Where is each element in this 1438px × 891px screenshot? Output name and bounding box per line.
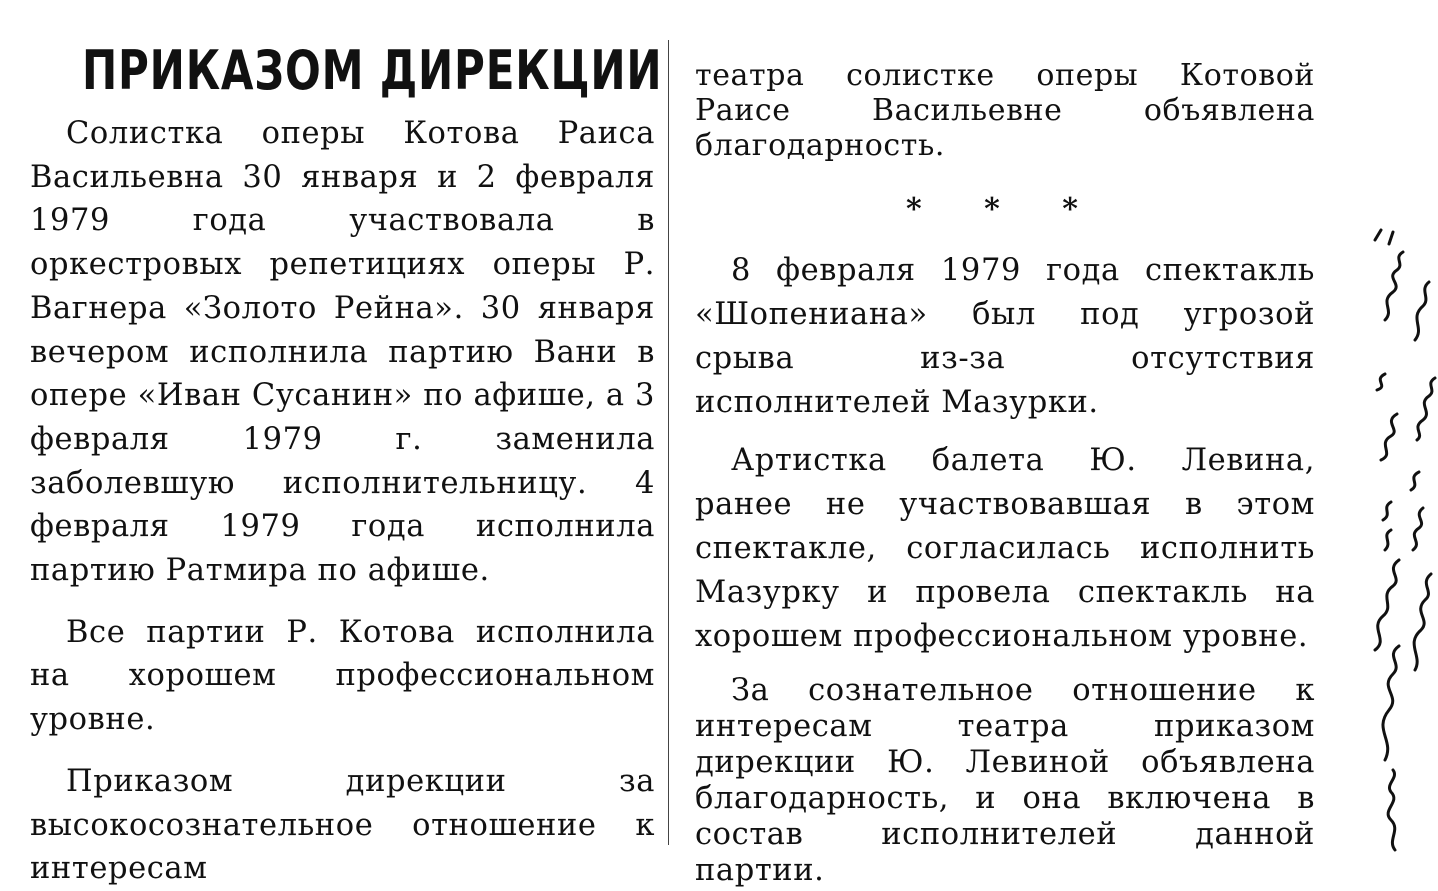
article-paragraph: Приказом дирекции за высокосознательное отношение к интересам: [30, 763, 655, 887]
right-column: [695, 58, 1315, 889]
section-separator: * * *: [906, 192, 1104, 227]
article-paragraph: Все партии Р. Котова исполнила на хорошем профессиональном уровне.: [30, 614, 655, 738]
left-column: [30, 30, 663, 891]
article-paragraph: 8 февраля 1979 года спектакль «Шопениана» был под угрозой срыва из-за отсутствия исполнителей Мазурки.: [695, 253, 1315, 420]
handwritten-margin-note: [1355, 220, 1438, 860]
column-divider: [668, 40, 669, 845]
article-paragraph-continued: театра солистке оперы Котовой Раисе Васильевне объявлена благодарность.: [695, 58, 1315, 163]
article-paragraph: Артистка балета Ю. Левина, ранее не участвовавшая в этом спектакле, согласилась исполнить Мазурку и провела спектакль на хорошем профессиональном уровне.: [695, 443, 1315, 654]
article-paragraph: Солистка оперы Котова Раиса Васильевна 30 января и 2 февраля 1979 года участвовала в оркестровых репетициях оперы Р. Вагнера «Золото Рейна». 30 января вечером исполнила партию Вани в опере «Иван Сусанин» по афише, а 3 февраля 1979 г. заменила заболевшую исполнительницу. 4 февраля 1979 года исполнила партию Ратмира по афише.: [30, 116, 655, 589]
headline: ПРИКАЗОМ ДИРЕКЦИИ: [82, 39, 663, 102]
article-paragraph: За сознательное отношение к интересам театра приказом дирекции Ю. Левиной объявлена благодарность, и она включена в состав исполнителей данной партии.: [695, 673, 1315, 888]
handwriting-scribble-icon: [1355, 220, 1438, 860]
